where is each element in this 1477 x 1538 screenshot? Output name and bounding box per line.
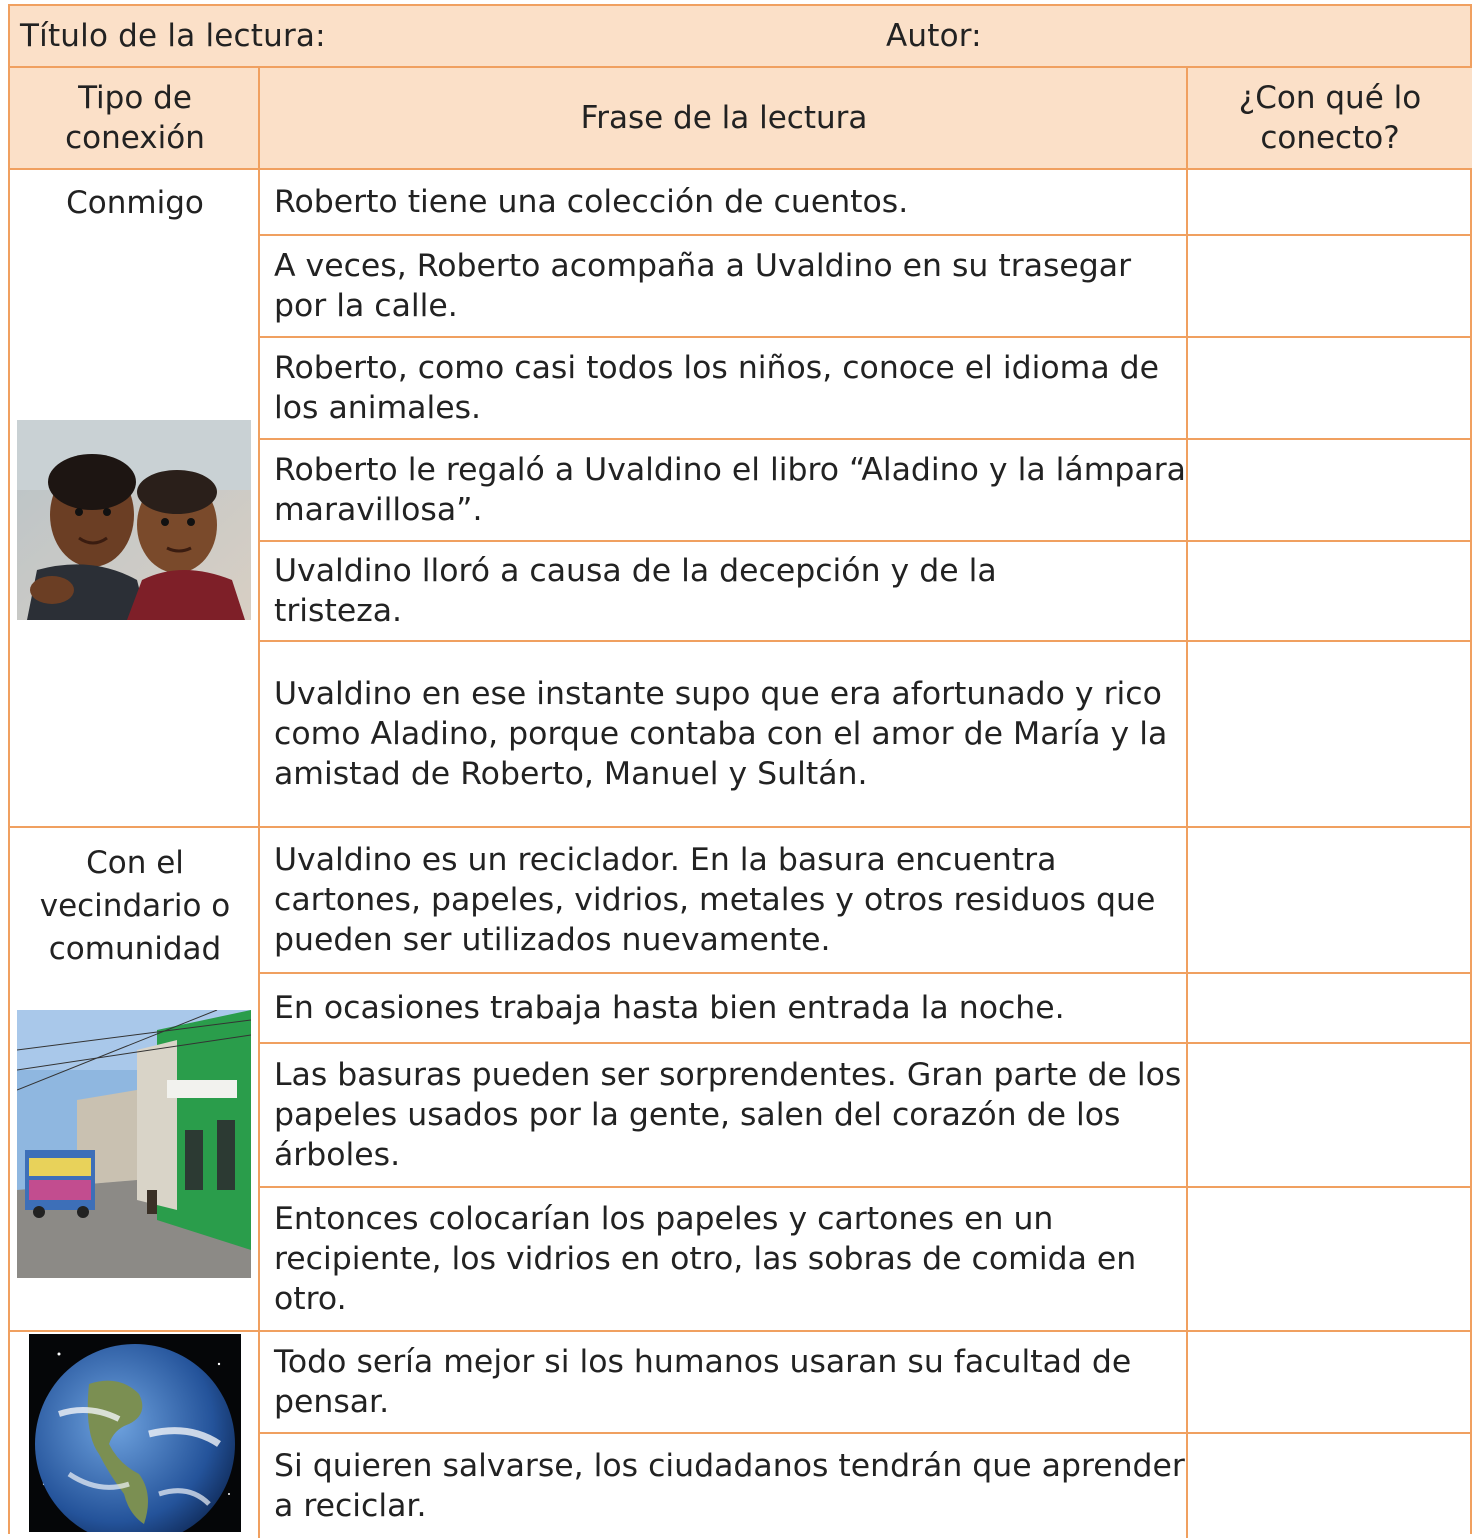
title-row	[10, 6, 1470, 68]
phrase-cell: Si quieren salvarse, los ciudadanos tendrán que aprender a reciclar.	[274, 1448, 1185, 1524]
titulo-label: Título de la lectura:	[20, 18, 326, 54]
answer-cell[interactable]	[1188, 1332, 1472, 1434]
autor-label: Autor:	[886, 18, 982, 54]
answer-cell[interactable]	[1188, 236, 1472, 338]
answer-cell[interactable]	[1188, 1188, 1472, 1332]
answer-cell[interactable]	[1188, 542, 1472, 642]
group-divider	[10, 1330, 260, 1332]
answer-cell[interactable]	[1188, 828, 1472, 974]
answer-cell[interactable]	[1188, 974, 1472, 1044]
connection-type-vecindario: Con el vecindario o comunidad	[39, 845, 231, 967]
column-header-conecto: ¿Con qué lo conecto?	[1188, 68, 1472, 170]
reading-connections-table	[8, 4, 1472, 1534]
phrase-cell: Entonces colocarían los papeles y cartones en un recipiente, los vidrios en otro, las sobras de comida en otro.	[260, 1188, 1188, 1332]
phrase-cell: Roberto, como casi todos los niños, conoce el idioma de los animales.	[260, 338, 1188, 440]
answer-cell[interactable]	[1188, 440, 1472, 542]
phrase-cell: Uvaldino en ese instante supo que era afortunado y rico como Aladino, porque contaba con el amor de María y la amistad de Roberto, Manuel y Sultán.	[260, 642, 1188, 828]
answer-cell[interactable]	[1188, 338, 1472, 440]
phrase-cell: Todo sería mejor si los humanos usaran su facultad de pensar.	[260, 1332, 1188, 1434]
photo-street-bus	[17, 1010, 251, 1278]
phrase-cell: Uvaldino es un reciclador. En la basura encuentra cartones, papeles, vidrios, metales y otros residuos que pueden ser utilizados nuevamente.	[260, 828, 1188, 974]
answer-cell[interactable]	[1188, 170, 1472, 236]
phrase-cell: Las basuras pueden ser sorprendentes. Gran parte de los papeles usados por la gente, salen del corazón de los árboles.	[260, 1044, 1188, 1188]
column-header-tipo: Tipo de conexión	[10, 68, 260, 170]
phrase-cell: Roberto tiene una colección de cuentos.	[260, 170, 1188, 236]
answer-cell[interactable]	[1188, 1434, 1472, 1536]
answer-cell[interactable]	[1188, 1044, 1472, 1188]
phrase-cell: En ocasiones trabaja hasta bien entrada la noche.	[260, 974, 1188, 1044]
answer-cell[interactable]	[1188, 642, 1472, 828]
phrase-cell: A veces, Roberto acompaña a Uvaldino en su trasegar por la calle.	[260, 236, 1188, 338]
connection-type-conmigo: Conmigo	[66, 185, 204, 221]
phrase-cell: Roberto le regaló a Uvaldino el libro “Aladino y la lámpara maravillosa”.	[260, 440, 1188, 542]
photo-two-boys	[17, 420, 251, 620]
group-divider	[10, 826, 260, 828]
phrase-cell: Uvaldino lloró a causa de la decepción y de la tristeza.	[260, 542, 1188, 642]
photo-earth	[29, 1334, 241, 1532]
column-header-frase: Frase de la lectura	[260, 68, 1188, 170]
